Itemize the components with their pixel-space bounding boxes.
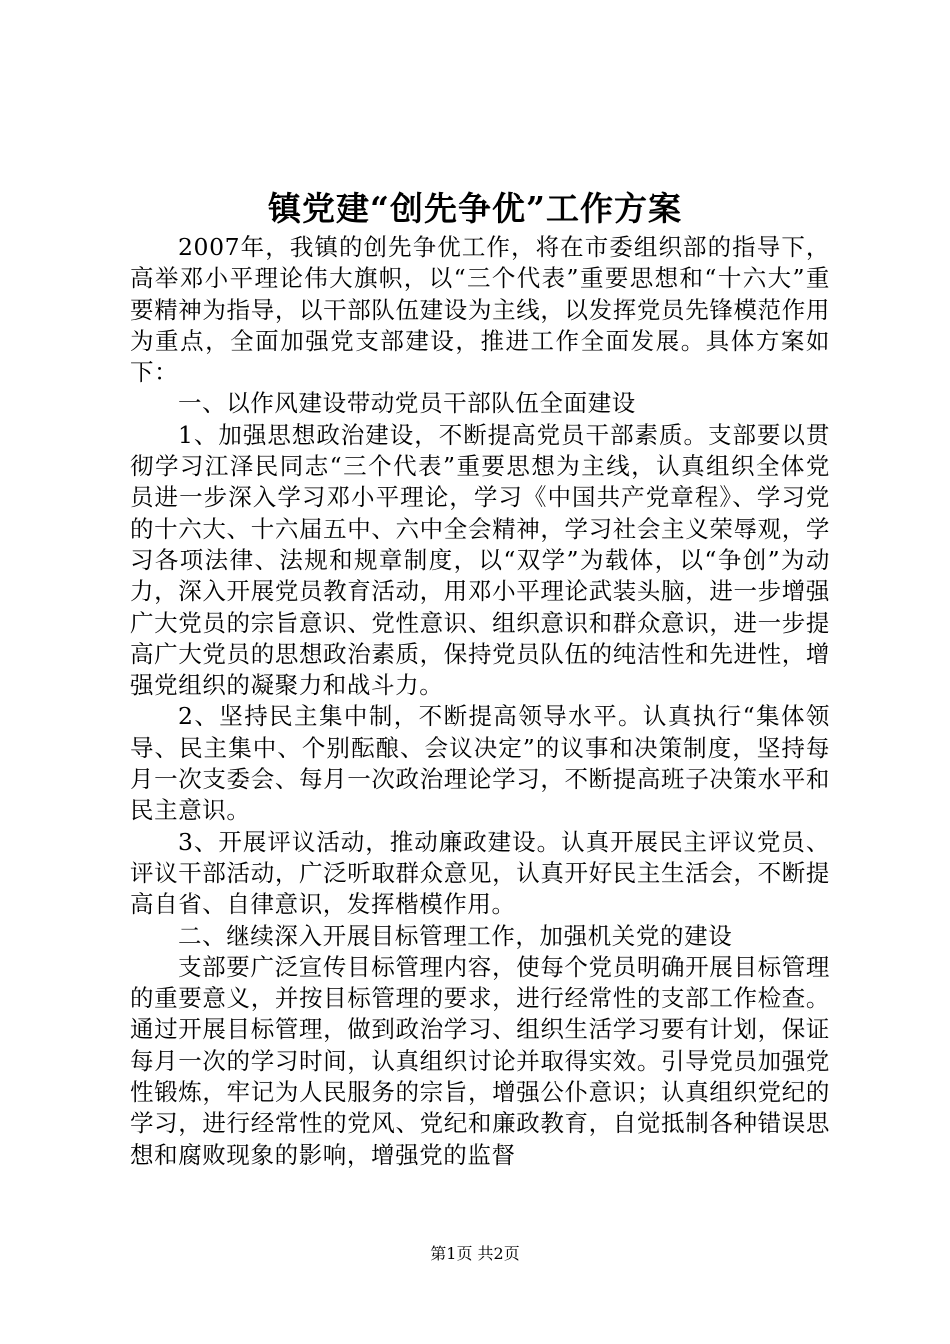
paragraph-item-1: 1、加强思想政治建设，不断提高党员干部素质。支部要以贯彻学习江泽民同志“三个代表”重要思想为主线，认真组织全体党员进一步深入学习邓小平理论，学习《中国共产党章程》、学习党的十六大、十六届五中、六中全会精神，学习社会主义荣辱观，学习各项法律、法规和规章制度，以“双学”为载体，以“争创”为动力，深入开展党员教育活动，用邓小平理论武装头脑，进一步增强广大党员的宗旨意识、党性意识、组织意识和群众意识，进一步提高广大党员的思想政治素质，保持党员队伍的纯洁性和先进性，增强党组织的凝聚力和战斗力。 [130,420,830,700]
document-title: 镇党建“创先争优”工作方案 [268,189,682,228]
paragraph-item-2: 2、坚持民主集中制，不断提高领导水平。认真执行“集体领导、民主集中、个别酝酿、会议决定”的议事和决策制度，坚持每月一次支委会、每月一次政治理论学习，不断提高班子决策水平和民主意识。 [130,702,830,825]
section-heading-1: 一、以作风建设带动党员干部队伍全面建设 [178,389,636,418]
section-2-paragraph: 支部要广泛宣传目标管理内容，使每个党员明确开展目标管理的重要意义，并按目标管理的要求，进行经常性的支部工作检查。通过开展目标管理，做到政治学习、组织生活学习要有计划，保证每月一次的学习时间，认真组织讨论并取得实效。引导党员加强党性锻炼，牢记为人民服务的宗旨，增强公仆意识；认真组织党纪的学习，进行经常性的党风、党纪和廉政教育，自觉抵制各种错误思想和腐败现象的影响，增强党的监督 [130,952,830,1169]
section-heading-2: 二、继续深入开展目标管理工作，加强机关党的建设 [178,921,733,950]
document-body [130,232,830,1171]
paragraph-item-3: 3、开展评议活动，推动廉政建设。认真开展民主评议党员、评议干部活动，广泛听取群众意见，认真开好民主生活会，不断提高自省、自律意识，发挥楷模作用。 [130,827,830,919]
page-footer: 第1页 共2页 [430,1244,520,1263]
intro-paragraph: 2007年，我镇的创先争优工作，将在市委组织部的指导下，高举邓小平理论伟大旗帜，以“三个代表”重要思想和“十六大”重要精神为指导，以干部队伍建设为主线，以发挥党员先锋模范作用为重点，全面加强党支部建设，推进工作全面发展。具体方案如下： [130,233,830,387]
